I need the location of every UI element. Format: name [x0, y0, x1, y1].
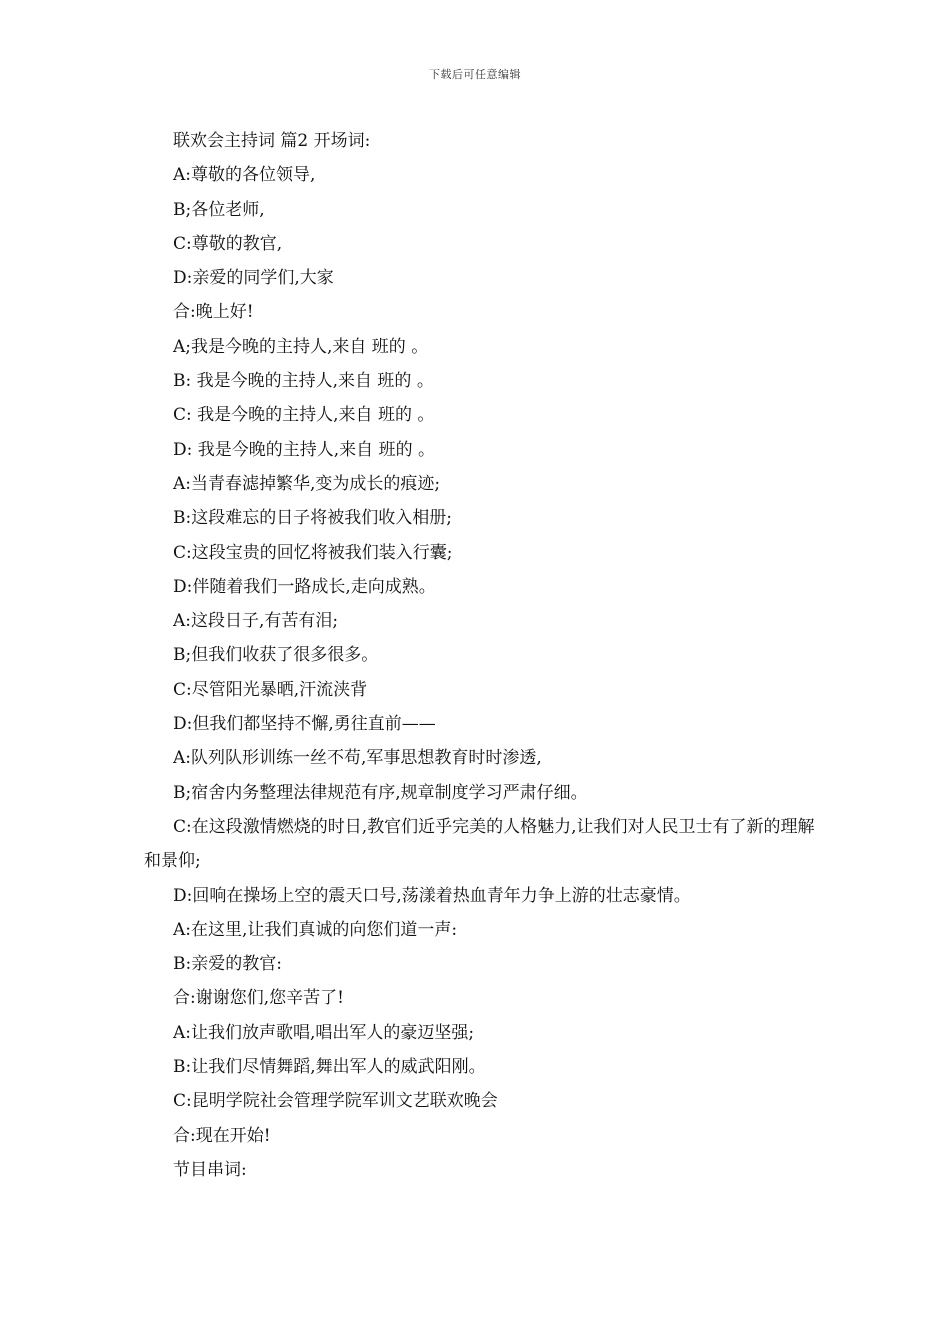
- paragraph: D:伴随着我们一路成长,走向成熟。: [173, 576, 436, 597]
- paragraph: B:这段难忘的日子将被我们收入相册;: [173, 508, 452, 529]
- paragraph: D: 我是今晚的主持人,来自 班的 。: [173, 439, 435, 460]
- paragraph: C:在这段激情燃烧的时日,教官们近乎完美的人格魅力,让我们对人民卫士有了新的理解和景仰;: [144, 816, 815, 872]
- paragraph: B:让我们尽情舞蹈,舞出军人的威武阳刚。: [173, 1057, 486, 1078]
- paragraph: A:尊敬的各位领导,: [173, 165, 316, 186]
- page-header-note: 下载后可任意编辑: [429, 68, 521, 81]
- paragraph-title: 联欢会主持词 篇2 开场词:: [173, 131, 371, 151]
- paragraph: 合:现在开始!: [173, 1125, 271, 1146]
- paragraph: 合:晚上好!: [173, 302, 254, 323]
- paragraph: 合:谢谢您们,您辛苦了!: [173, 988, 344, 1009]
- paragraph: C: 我是今晚的主持人,来自 班的 。: [173, 405, 435, 426]
- paragraph: A:在这里,让我们真诚的向您们道一声:: [173, 919, 458, 940]
- paragraph: B:亲爱的教官:: [173, 954, 282, 975]
- paragraph: B;但我们收获了很多很多。: [173, 645, 379, 666]
- paragraph: D:但我们都坚持不懈,勇往直前——: [173, 714, 436, 735]
- paragraph: D:亲爱的同学们,大家: [173, 268, 334, 289]
- paragraph: A:让我们放声歌唱,唱出军人的豪迈坚强;: [173, 1022, 475, 1043]
- paragraph: A:当青春滤掉繁华,变为成长的痕迹;: [173, 473, 441, 494]
- paragraph: B;宿舍内务整理法律规范有序,规章制度学习严肃仔细。: [173, 782, 588, 803]
- paragraph: A:这段日子,有苦有泪;: [173, 611, 339, 632]
- paragraph: B: 我是今晚的主持人,来自 班的 。: [173, 371, 434, 392]
- document-body: [144, 124, 824, 1187]
- paragraph: C:昆明学院社会管理学院军训文艺联欢晚会: [173, 1091, 498, 1112]
- paragraph: C:尊敬的教官,: [173, 233, 283, 254]
- paragraph: A;我是今晚的主持人,来自 班的 。: [173, 336, 429, 357]
- paragraph: C:这段宝贵的回忆将被我们装入行囊;: [173, 542, 453, 563]
- paragraph: A:队列队形训练一丝不苟,军事思想教育时时渗透,: [173, 748, 542, 769]
- paragraph: D:回响在操场上空的震天口号,荡漾着热血青年力争上游的壮志豪情。: [173, 885, 691, 906]
- paragraph: B;各位老师,: [173, 199, 265, 220]
- paragraph: C:尽管阳光暴晒,汗流浃背: [173, 679, 368, 700]
- paragraph: 节目串词:: [173, 1159, 247, 1180]
